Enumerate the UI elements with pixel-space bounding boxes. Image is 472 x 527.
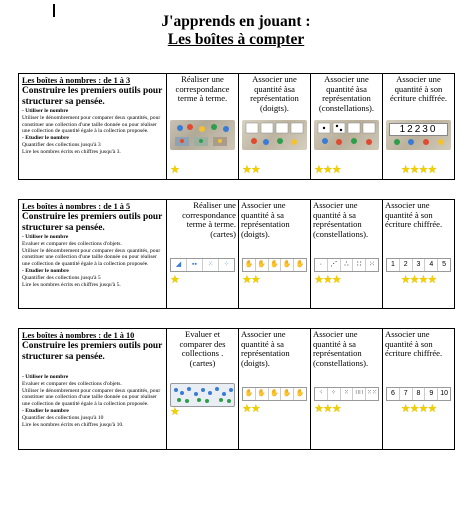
activity-cell — [383, 329, 455, 450]
section-subtitle: Construire les premiers outils pour structurer sa pensée. — [22, 212, 163, 233]
section-table-1-3 — [18, 73, 455, 180]
page-title — [0, 13, 472, 49]
counters-illustration — [170, 120, 236, 150]
card-strip: ◢ ▪▪ ⁙ ⁘ — [170, 258, 235, 272]
title-line-2: Les boîtes à compter — [167, 31, 305, 48]
detail-line: Quantifier des collections jusqu'à 5 — [22, 274, 101, 281]
activity-cell — [239, 329, 311, 450]
activity-cell — [167, 329, 239, 450]
section-details — [22, 374, 163, 428]
digit-card: 1 — [387, 259, 400, 271]
detail-line: - Etudier le nombre — [22, 135, 69, 142]
detail-line: Utiliser le dénombrement pour comparer deux quantités, pour constituer une collection d'une taille donnée ou pour réaliser une collection de quantité égale à la collection proposée. — [22, 247, 161, 268]
activity-cell — [311, 200, 383, 309]
digit-cards: 12230 — [389, 123, 448, 136]
activity-cell — [239, 74, 311, 180]
finger-card-strip: ✋ ✋ ✋ ✋ ✋ — [242, 387, 307, 401]
constellation-card-strip: · ⋰ ∴ ∷ ⁙ — [314, 258, 379, 272]
activity-cell — [167, 200, 239, 309]
detail-line: - Utiliser le nombre — [22, 234, 69, 240]
difficulty-stars: ★★ — [242, 274, 260, 286]
detail-line: - Utiliser le nombre — [22, 108, 69, 114]
activity-cell — [383, 200, 455, 309]
difficulty-stars: ★★★★ — [400, 164, 437, 176]
detail-line: Quantifier des collections jusqu'à 3 — [22, 141, 101, 148]
difficulty-stars: ★★★ — [314, 164, 341, 176]
activity-label: Réaliser une correspondance terme à terme. — [175, 74, 230, 104]
digit-card: 10 — [440, 390, 448, 397]
digit-card: 5 — [442, 261, 447, 268]
detail-line: Quantifier des collections jusqu'à 10 — [22, 414, 104, 421]
activity-cell — [311, 74, 383, 180]
section-description — [19, 329, 167, 450]
difficulty-stars: ★★ — [242, 403, 260, 415]
activity-photo — [242, 120, 307, 150]
activity-photo — [170, 120, 235, 150]
section-table-1-5 — [18, 199, 455, 309]
detail-line: - Etudier le nombre — [22, 407, 69, 414]
digit-card: 4 — [425, 259, 438, 271]
digit-card: 2 — [400, 259, 413, 271]
activity-label: Associer une quantité à son écriture chiffrée. — [385, 329, 443, 359]
activity-cell — [311, 329, 383, 450]
activity-photo — [314, 120, 379, 150]
difficulty-stars: ★ — [170, 164, 179, 176]
activity-cell — [167, 74, 239, 180]
detail-line: Utiliser le dénombrement pour comparer deux quantités, pour constituer une collection d'une taille donnée ou pour réaliser une collection de quantité égale à la collection proposée. — [22, 387, 161, 408]
section-heading: Les boîtes à nombres : de 1 à 5 — [22, 202, 131, 211]
detail-line: Lire les nombres écrits en chiffres jusqu'à 10. — [22, 421, 124, 428]
activity-label: Associer une quantité à sa représentation (constellations). — [313, 200, 369, 239]
finger-card-strip: ✋ ✋ ✋ ✋ ✋ — [242, 258, 307, 272]
section-description — [19, 200, 167, 309]
collection-cards-illustration — [171, 384, 237, 406]
difficulty-stars: ★ — [170, 406, 179, 418]
activity-photo — [170, 383, 235, 407]
digit-card-strip — [386, 387, 451, 401]
title-line-1: J'apprends en jouant : — [161, 13, 311, 30]
digit-card: 7 — [400, 388, 413, 400]
digit-card: 6 — [387, 388, 400, 400]
digit-card: 8 — [413, 388, 426, 400]
activity-photo — [386, 120, 451, 150]
section-heading: Les boîtes à nombres : de 1 à 3 — [22, 76, 131, 85]
activity-cell — [383, 74, 455, 180]
section-description — [19, 74, 167, 180]
activity-label: Associer une quantité à sa représentation (constellations). — [313, 329, 369, 368]
difficulty-stars: ★★★ — [314, 274, 341, 286]
activity-label: Associer une quantité à sa représentation (doigts). — [241, 329, 290, 368]
difficulty-stars: ★★★★ — [400, 274, 437, 286]
difficulty-stars: ★★ — [242, 164, 260, 176]
counters-illustration — [386, 120, 452, 150]
detail-line: Lire les nombres écrits en chiffres jusqu'à 5. — [22, 281, 121, 288]
section-subtitle: Construire les premiers outils pour structurer sa pensée. — [22, 86, 163, 107]
detail-line: - Etudier le nombre — [22, 267, 69, 274]
activity-cell — [239, 200, 311, 309]
detail-line: Evaluer et comparer des collections d'objets. — [22, 240, 122, 247]
activity-label: Associer une quantité à son écriture chiffrée. — [385, 200, 443, 230]
activity-label: Associer une quantité à sa représentation (doigts). — [241, 200, 290, 239]
section-table-1-10 — [18, 328, 455, 450]
digit-card: 3 — [413, 259, 426, 271]
difficulty-stars: ★★★ — [314, 403, 341, 415]
difficulty-stars: ★ — [170, 274, 179, 286]
difficulty-stars: ★★★★ — [400, 403, 437, 415]
section-details — [22, 108, 163, 156]
activity-label: Réaliser une correspondance terme à terme. (cartes) — [182, 200, 236, 239]
detail-line: Utiliser le dénombrement pour comparer deux quantités, pour constituer une collection d'une taille donnée ou pour réaliser une collection de quantité égale à la collection proposée. — [22, 114, 161, 135]
activity-label: Associer une quantité àsa représentation (constellations). — [318, 74, 375, 113]
activity-label: Evaluer et comparer des collections . (cartes) — [179, 329, 226, 368]
detail-line: - Utiliser le nombre — [22, 374, 69, 380]
activity-label: Associer une quantité à son écriture chiffrée. — [389, 74, 448, 104]
digit-card-strip — [386, 258, 451, 272]
finger-cards-illustration — [242, 120, 308, 150]
section-subtitle: Construire les premiers outils pour structurer sa pensée. — [22, 341, 163, 362]
section-details — [22, 234, 163, 288]
digit-card: 9 — [425, 388, 438, 400]
activity-label: Associer une quantité àsa représentation (doigts). — [250, 74, 299, 113]
detail-line: Lire les nombres écrits en chiffres jusqu'à 3. — [22, 148, 121, 155]
constellation-card-strip: ⁖ ⁘ ⁙ ∷∷ ⁙⁙ — [314, 387, 379, 401]
detail-line: Evaluer et comparer des collections d'objets. — [22, 380, 122, 387]
section-heading: Les boîtes à nombres : de 1 à 10 — [22, 331, 135, 340]
constellation-cards-illustration — [314, 120, 380, 150]
